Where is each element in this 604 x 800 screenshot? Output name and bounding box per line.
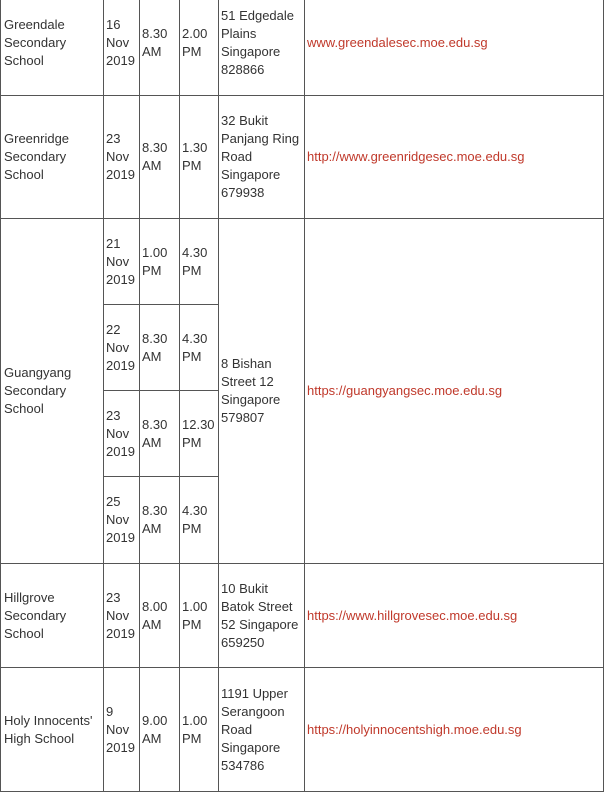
session-end-time: 4.30 PM xyxy=(180,305,219,391)
table-row xyxy=(1,219,604,305)
school-website-link[interactable]: http://www.greenridgesec.moe.edu.sg xyxy=(307,149,525,164)
school-address: 32 Bukit Panjang Ring Road Singapore 679938 xyxy=(219,96,305,219)
session-end-time: 4.30 PM xyxy=(180,219,219,305)
session-date: 23 Nov 2019 xyxy=(104,96,140,219)
school-name: Greenridge Secondary School xyxy=(1,96,104,219)
school-website-cell xyxy=(305,96,604,219)
session-date: 16 Nov 2019 xyxy=(104,0,140,96)
session-start-time: 1.00 PM xyxy=(140,219,180,305)
school-address: 51 Edgedale Plains Singapore 828866 xyxy=(219,0,305,96)
session-start-time: 8.30 AM xyxy=(140,477,180,564)
table-row xyxy=(1,0,604,96)
session-start-time: 8.00 AM xyxy=(140,564,180,668)
session-end-time: 1.00 PM xyxy=(180,564,219,668)
session-end-time: 1.30 PM xyxy=(180,96,219,219)
school-website-link[interactable]: www.greendalesec.moe.edu.sg xyxy=(307,35,488,50)
session-end-time: 2.00 PM xyxy=(180,0,219,96)
session-start-time: 9.00 AM xyxy=(140,668,180,792)
session-date: 22 Nov 2019 xyxy=(104,305,140,391)
session-date: 25 Nov 2019 xyxy=(104,477,140,564)
school-website-cell xyxy=(305,0,604,96)
school-website-cell xyxy=(305,564,604,668)
session-end-time: 1.00 PM xyxy=(180,668,219,792)
session-start-time: 8.30 AM xyxy=(140,0,180,96)
session-start-time: 8.30 AM xyxy=(140,96,180,219)
session-date: 23 Nov 2019 xyxy=(104,564,140,668)
school-name: Guangyang Secondary School xyxy=(1,219,104,564)
session-end-time: 4.30 PM xyxy=(180,477,219,564)
table-row xyxy=(1,96,604,219)
school-website-link[interactable]: https://www.hillgrovesec.moe.edu.sg xyxy=(307,607,518,623)
school-name: Greendale Secondary School xyxy=(1,0,104,96)
session-start-time: 8.30 AM xyxy=(140,305,180,391)
school-address: 8 Bishan Street 12 Singapore 579807 xyxy=(219,219,305,564)
table-row xyxy=(1,564,604,668)
table-row xyxy=(1,668,604,792)
session-start-time: 8.30 AM xyxy=(140,391,180,477)
session-date: 9 Nov 2019 xyxy=(104,668,140,792)
school-name: Hillgrove Secondary School xyxy=(1,564,104,668)
school-address: 1191 Upper Serangoon Road Singapore 534786 xyxy=(219,668,305,792)
school-website-cell xyxy=(305,219,604,564)
session-date: 23 Nov 2019 xyxy=(104,391,140,477)
school-address: 10 Bukit Batok Street 52 Singapore 659250 xyxy=(219,564,305,668)
school-website-link[interactable]: https://guangyangsec.moe.edu.sg xyxy=(307,383,503,398)
school-name: Holy Innocents' High School xyxy=(1,668,104,792)
school-website-link[interactable]: https://holyinnocentshigh.moe.edu.sg xyxy=(307,721,522,737)
school-website-cell xyxy=(305,668,604,792)
session-end-time: 12.30 PM xyxy=(180,391,219,477)
session-date: 21 Nov 2019 xyxy=(104,219,140,305)
